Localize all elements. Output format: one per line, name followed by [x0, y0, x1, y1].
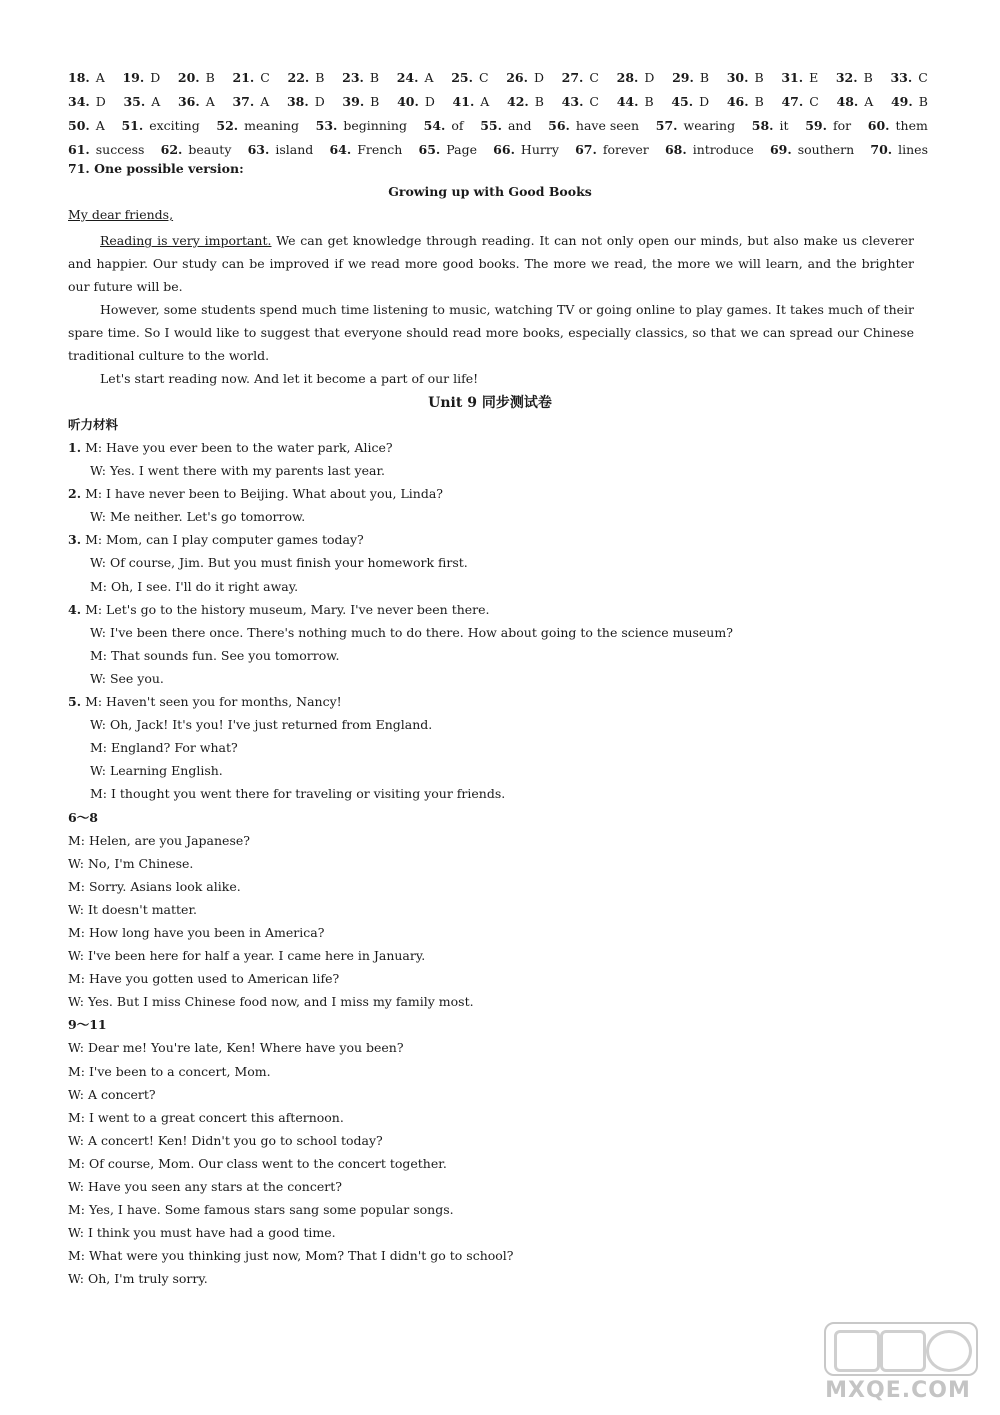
question-number: 50. [68, 118, 90, 133]
answer-value: and [507, 118, 532, 133]
dialogue-line [68, 551, 928, 574]
dialogue-line [68, 713, 928, 736]
answer-item [575, 138, 649, 162]
answer-value: B [644, 94, 654, 109]
question-number: 30. [726, 70, 749, 85]
question-number: 65. [418, 142, 441, 157]
dialogue-text: W: A concert! Ken! Didn't you go to school today? [68, 1132, 383, 1148]
question-number: 39. [342, 94, 365, 109]
dialogue-line [68, 759, 928, 782]
answer-item [121, 114, 199, 138]
dialogue-text: 9～11 [68, 1017, 107, 1033]
question-number: 29. [672, 70, 694, 85]
answer-item [868, 114, 928, 138]
dialogue-text: M: Mom, can I play computer games today? [85, 532, 364, 548]
dialogue-text: W: It doesn't matter. [68, 901, 198, 917]
dialogue-text: M: Of course, Mom. Our class went to the concert together. [68, 1155, 447, 1171]
answer-value: B [863, 70, 873, 85]
answer-item [288, 66, 325, 90]
question-number: 49. [890, 94, 913, 109]
answer-item [727, 66, 764, 90]
question-number: 57. [655, 118, 678, 133]
question-number: 48. [836, 94, 859, 109]
answer-item [216, 114, 299, 138]
question-number: 25. [451, 70, 473, 85]
question-number: 31. [781, 70, 804, 85]
dialogue-line [68, 1221, 928, 1244]
answer-value: it [779, 118, 789, 133]
dialogue-line [68, 598, 928, 621]
question-number: 45. [671, 94, 694, 109]
answer-value: C [589, 70, 599, 85]
answer-item [548, 114, 639, 138]
answer-value: A [205, 94, 215, 109]
dialogue-text: M: Have you ever been to the water park, Alice? [85, 440, 393, 455]
answer-value: C [260, 70, 270, 85]
dialogue-text: W: Yes. I went there with my parents last year. [90, 463, 386, 479]
answer-item [424, 114, 464, 138]
dialogue-line [68, 1244, 928, 1267]
question-number: 28. [616, 70, 639, 85]
answer-value: for [832, 118, 852, 133]
essay-salutation: My dear friends, [68, 207, 174, 222]
answer-value: A [95, 118, 105, 133]
question-number: 21. [232, 70, 255, 85]
answer-value: of [451, 118, 464, 133]
answer-item [506, 66, 544, 90]
answer-value: beauty [188, 142, 232, 157]
answer-item [665, 138, 754, 162]
question-number: 55. [480, 118, 502, 133]
answer-item [68, 66, 105, 90]
answer-item [233, 66, 270, 90]
answer-item [805, 114, 851, 138]
dialogue-line [68, 1129, 928, 1152]
dialogue-text: W: A concert? [68, 1086, 156, 1102]
answer-value: C [589, 94, 599, 109]
answer-value: C [809, 94, 819, 109]
dialogue-line [68, 1175, 928, 1198]
dialogue-text: W: No, I'm Chinese. [68, 855, 194, 871]
answer-value: B [754, 94, 764, 109]
answer-item [342, 66, 379, 90]
answer-value: success [95, 142, 145, 157]
answer-item [617, 90, 654, 114]
answer-key-grid [68, 66, 928, 162]
answer-item [891, 90, 928, 114]
dialogue-line [68, 1036, 928, 1059]
answer-value: D [314, 94, 325, 109]
answer-value: A [480, 94, 490, 109]
answer-value: A [864, 94, 874, 109]
answer-item [671, 90, 709, 114]
answer-value: D [699, 94, 710, 109]
question-number: 43. [561, 94, 584, 109]
answer-value: B [315, 70, 325, 85]
dialogue-text: M: I went to a great concert this afternoon. [68, 1109, 344, 1125]
answer-value: D [533, 70, 544, 85]
dialogue-line [68, 875, 928, 898]
dialogue-line [68, 967, 928, 990]
listening-transcript [68, 436, 928, 1290]
dialogue-line [68, 990, 928, 1013]
dialogue-text: W: Have you seen any stars at the concert? [68, 1179, 342, 1194]
answer-item [451, 66, 488, 90]
answer-row [68, 66, 928, 90]
question-number: 26. [506, 70, 528, 85]
answer-value: C [918, 70, 928, 85]
dialogue-text: M: Sorry. Asians look alike. [68, 878, 241, 894]
answer-item [672, 66, 709, 90]
answer-value: wearing [683, 118, 736, 133]
question-number: 66. [493, 142, 515, 157]
answer-item [781, 66, 818, 90]
question-number: 53. [315, 118, 338, 133]
answer-item [68, 114, 105, 138]
question-number: 22. [287, 70, 310, 85]
answer-value: E [809, 70, 819, 85]
dialogue-line [68, 1267, 928, 1290]
answer-value: D [95, 94, 106, 109]
dialogue-text: M: Oh, I see. I'll do it right away. [90, 578, 299, 594]
dialogue-line [68, 505, 928, 528]
dialogue-line [68, 921, 928, 944]
dialogue-line [68, 829, 928, 852]
essay-paragraph-3: Let's start reading now. And let it become a part of our life! [100, 371, 479, 386]
unit-title: Unit 9 同步测试卷 [428, 395, 552, 411]
question-number: 51. [121, 118, 144, 133]
answer-value: A [260, 94, 270, 109]
answer-value: A [151, 94, 161, 109]
essay-paragraph-1-text: We can get knowledge through reading. It can not only open our minds, but also make us cleverer and happier. Our study can be improved if we read more good books. The more we read, the more we will learn, and the brighter our future will be. [68, 233, 914, 294]
answer-value: forever [602, 142, 649, 157]
dialogue-text: W: I've been there once. There's nothing much to do there. How about going to the science museum? [90, 624, 733, 640]
dialogue-text: W: Of course, Jim. But you must finish your homework first. [90, 555, 468, 571]
question-number: 23. [342, 70, 364, 85]
dialogue-line [68, 528, 928, 551]
answer-value: A [95, 70, 105, 85]
answer-value: B [369, 70, 380, 85]
answer-item [727, 90, 764, 114]
question-number: 58. [751, 118, 774, 133]
essay-topic-sentence: Reading is very important. [100, 233, 272, 248]
answer-item [397, 66, 434, 90]
dialogue-text: W: Yes. But I miss Chinese food now, and I miss my family most. [68, 994, 474, 1010]
answer-item [123, 90, 160, 114]
dialogue-line [68, 736, 928, 759]
dialogue-text: M: Haven't seen you for months, Nancy! [85, 694, 342, 710]
answer-item [507, 90, 544, 114]
answer-value: beginning [343, 118, 407, 133]
answer-item [890, 66, 927, 90]
answer-value: meaning [244, 118, 299, 133]
question-number: 64. [329, 142, 352, 157]
answer-item [122, 66, 160, 90]
dialogue-text: M: I thought you went there for traveling or visiting your friends. [90, 786, 506, 802]
answer-item [836, 66, 873, 90]
answer-value: B [205, 70, 215, 85]
question-number: 44. [616, 94, 639, 109]
answer-value: southern [797, 142, 855, 157]
answer-item [287, 90, 325, 114]
dialogue-number: 3. [68, 532, 82, 548]
dialogue-line [68, 436, 928, 459]
answer-item [68, 90, 106, 114]
dialogue-text: W: Dear me! You're late, Ken! Where have you been? [68, 1040, 404, 1056]
answer-item [178, 90, 215, 114]
answer-value: D [644, 70, 655, 85]
watermark-text: MXQE.COM [825, 1378, 971, 1403]
dialogue-text: W: Me neither. Let's go tomorrow. [90, 509, 306, 525]
question-number: 34. [68, 94, 90, 109]
listening-material-label: 听力材料 [68, 417, 119, 432]
question-number: 52. [216, 118, 239, 133]
question-number: 38. [286, 94, 309, 109]
answer-item [232, 90, 269, 114]
answer-row [68, 90, 928, 114]
answer-item [493, 138, 559, 162]
dialogue-text: 6～8 [68, 809, 98, 825]
question-number: 36. [177, 94, 200, 109]
dialogue-line [68, 782, 928, 805]
question-number: 68. [664, 142, 687, 157]
question-number: 47. [781, 94, 804, 109]
answer-value: B [370, 94, 380, 109]
dialogue-line [68, 575, 928, 598]
answer-value: D [150, 70, 161, 85]
question-number: 62. [160, 142, 183, 157]
answer-item [770, 138, 854, 162]
essay-title: Growing up with Good Books [388, 184, 592, 199]
answer-row [68, 114, 928, 138]
dialogue-number: 1. [68, 440, 82, 455]
answer-item [870, 138, 928, 162]
answer-item [178, 66, 215, 90]
answer-value: B [699, 70, 710, 85]
answer-value: introduce [692, 142, 754, 157]
answer-item [453, 90, 490, 114]
dialogue-text: W: Oh, Jack! It's you! I've just returned from England. [90, 717, 433, 733]
dialogue-line [68, 482, 928, 505]
dialogue-text: M: England? For what? [90, 740, 238, 756]
question-number: 59. [805, 118, 827, 133]
question-number: 35. [123, 94, 146, 109]
question-number: 70. [870, 142, 893, 157]
answer-item [342, 90, 379, 114]
dialogue-text: M: Have you gotten used to American life? [68, 971, 340, 987]
dialogue-number: 5. [68, 694, 82, 710]
dialogue-line [68, 621, 928, 644]
dialogue-line [68, 1083, 928, 1106]
dialogue-line [68, 898, 928, 921]
dialogue-line [68, 1198, 928, 1221]
dialogue-line [68, 1106, 928, 1129]
answer-item [419, 138, 477, 162]
question-number: 46. [726, 94, 749, 109]
answer-value: B [754, 70, 764, 85]
question-number: 18. [68, 70, 90, 85]
answer-value: have seen [575, 118, 640, 133]
answer-value: Page [446, 142, 477, 157]
answer-item [837, 90, 874, 114]
answer-row [68, 138, 928, 162]
answer-value: lines [898, 142, 928, 157]
dialogue-text: M: That sounds fun. See you tomorrow. [90, 647, 340, 663]
dialogue-line [68, 667, 928, 690]
answer-item [562, 66, 599, 90]
question-number: 20. [177, 70, 200, 85]
question-number: 19. [122, 70, 145, 85]
answer-value: B [534, 94, 544, 109]
dialogue-text: M: Let's go to the history museum, Mary. I've never been there. [85, 601, 490, 617]
question-number: 32. [835, 70, 858, 85]
question-number: 37. [232, 94, 255, 109]
question-number: 56. [548, 118, 570, 133]
dialogue-text: W: See you. [90, 670, 164, 686]
question-number: 33. [890, 70, 913, 85]
essay-paragraph-2: However, some students spend much time listening to music, watching TV or going online to play games. It takes much of their spare time. So I would like to suggest that everyone should read more books, especially classics, so that we can spread our Chinese traditional culture to the world. [68, 302, 914, 363]
question-range-label [68, 806, 928, 829]
answer-value: them [895, 118, 928, 133]
question-number: 61. [68, 142, 90, 157]
question-number: 63. [247, 142, 270, 157]
dialogue-line [68, 1152, 928, 1175]
answer-item [752, 114, 789, 138]
answer-item [397, 90, 435, 114]
dialogue-text: M: I have never been to Beijing. What about you, Linda? [85, 486, 444, 502]
question-number: 41. [452, 94, 475, 109]
question-number: 67. [575, 142, 597, 157]
question-range-label [68, 1013, 928, 1036]
dialogue-text: M: Helen, are you Japanese? [68, 832, 250, 848]
dialogue-line [68, 690, 928, 713]
answer-value: Hurry [520, 142, 559, 157]
question-number: 54. [423, 118, 446, 133]
dialogue-text: M: How long have you been in America? [68, 924, 325, 940]
dialogue-line [68, 459, 928, 482]
dialogue-line [68, 944, 928, 967]
answer-item [781, 90, 818, 114]
question-number: 40. [397, 94, 419, 109]
answer-item [562, 90, 599, 114]
watermark-logo-icon [824, 1322, 978, 1376]
dialogue-text: W: Oh, I'm truly sorry. [68, 1271, 208, 1287]
answer-item [161, 138, 232, 162]
dialogue-text: W: I think you must have had a good time. [68, 1225, 336, 1241]
dialogue-text: M: I've been to a concert, Mom. [68, 1063, 271, 1079]
answer-item [316, 114, 407, 138]
answer-item [480, 114, 531, 138]
answer-item [656, 114, 735, 138]
answer-item [248, 138, 314, 162]
answer-value: French [357, 142, 403, 157]
answer-value: B [918, 94, 928, 109]
question-number: 24. [396, 70, 419, 85]
answer-value: C [478, 70, 489, 85]
question-number: 27. [561, 70, 584, 85]
dialogue-text: M: What were you thinking just now, Mom? That I didn't go to school? [68, 1248, 514, 1264]
dialogue-text: W: I've been here for half a year. I came here in January. [68, 948, 426, 964]
dialogue-number: 2. [68, 486, 82, 502]
answer-value: exciting [149, 118, 200, 133]
dialogue-text: W: Learning English. [90, 763, 223, 779]
dialogue-line [68, 1060, 928, 1083]
answer-item [68, 138, 144, 162]
dialogue-text: M: Yes, I have. Some famous stars sang some popular songs. [68, 1202, 454, 1218]
dialogue-line [68, 852, 928, 875]
dialogue-number: 4. [68, 601, 82, 617]
answer-item [329, 138, 402, 162]
answer-value: island [275, 142, 314, 157]
question-number: 42. [507, 94, 529, 109]
essay-paragraph-1 [68, 229, 914, 298]
dialogue-line [68, 644, 928, 667]
watermark [808, 1322, 988, 1408]
answer-item [617, 66, 655, 90]
answer-value: A [424, 70, 434, 85]
essay-label: 71. One possible version: [68, 161, 244, 176]
answer-value: D [424, 94, 435, 109]
question-number: 60. [867, 118, 890, 133]
question-number: 69. [769, 142, 792, 157]
essay-body [68, 229, 914, 390]
